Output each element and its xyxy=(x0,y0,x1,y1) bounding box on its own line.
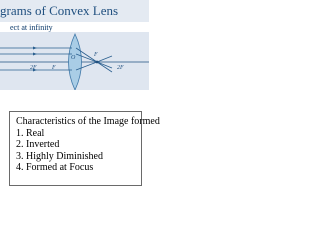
characteristics-box xyxy=(9,111,160,186)
slide-subtitle: ect at infinity xyxy=(10,23,53,32)
characteristic-item: 1. Real xyxy=(16,127,45,139)
characteristic-item: 2. Inverted xyxy=(16,139,60,150)
label-2f1: 2F xyxy=(30,65,37,71)
slide-title: grams of Convex Lens xyxy=(0,3,119,18)
characteristic-item: 4. Formed at Focus xyxy=(16,162,94,173)
characteristics-heading: Characteristics of the Image formed xyxy=(16,116,160,127)
image-point xyxy=(96,61,99,64)
label-optical-center: O xyxy=(71,55,76,61)
title-bar xyxy=(0,0,149,22)
label-2f2: 2F xyxy=(117,65,124,71)
convex-lens-ray-diagram xyxy=(0,32,149,90)
label-f2: F xyxy=(94,52,98,58)
characteristic-item: 3. Highly Diminished xyxy=(16,150,103,162)
label-f1: F xyxy=(52,65,56,71)
